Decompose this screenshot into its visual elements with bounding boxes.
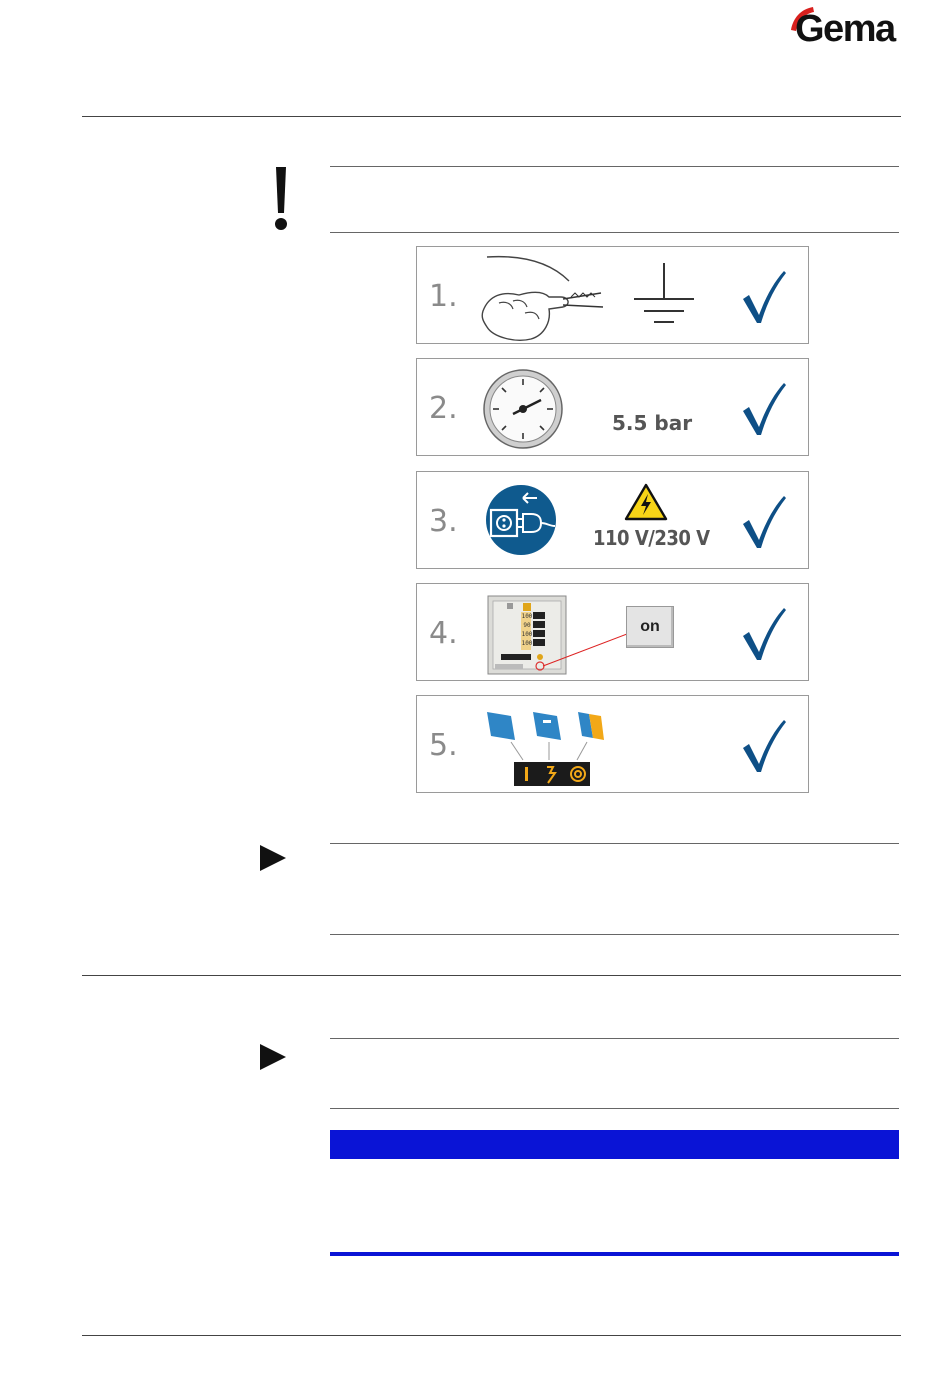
step-number: 2.	[429, 391, 458, 426]
footer-divider	[82, 1335, 901, 1336]
logo-text: Gema	[795, 8, 895, 50]
pressure-label: 5.5 bar	[612, 411, 693, 435]
step-number: 3.	[429, 504, 458, 539]
gema-logo	[787, 4, 903, 50]
checkmark-icon	[739, 269, 787, 325]
note-bottom-rule	[330, 232, 899, 233]
checkmark-icon	[739, 606, 787, 662]
note-header-bar	[330, 1130, 899, 1159]
step-number: 1.	[429, 279, 458, 314]
action-top-rule	[330, 843, 899, 844]
exclamation-icon	[270, 165, 292, 233]
power-plug-icon	[485, 484, 557, 556]
step-3-mains-power	[416, 471, 809, 569]
voltage-label: 110 V/230 V	[593, 526, 710, 550]
note-footer-line	[330, 1252, 899, 1256]
action-top-rule	[330, 1038, 899, 1039]
checkmark-icon	[739, 718, 787, 774]
panel-value: 100	[521, 613, 533, 620]
action-arrow-icon	[260, 1044, 286, 1070]
note-top-rule	[330, 166, 899, 167]
header-divider	[82, 116, 901, 117]
step-1-grounding	[416, 246, 809, 344]
ground-clamp-icon	[479, 251, 619, 343]
step-5-mode-selection	[416, 695, 809, 793]
panel-value: 100	[521, 631, 533, 638]
mode-keys-icon	[483, 706, 609, 786]
step-number: 5.	[429, 728, 458, 763]
on-button[interactable]: on	[626, 606, 674, 648]
ground-symbol-icon	[631, 261, 697, 327]
action-bottom-rule	[330, 1108, 899, 1109]
panel-value: 90	[523, 622, 531, 629]
high-voltage-warning-icon	[624, 483, 668, 521]
action-arrow-icon	[260, 845, 286, 871]
panel-value: 100	[521, 640, 533, 647]
checkmark-icon	[739, 494, 787, 550]
step-4-control-unit	[416, 583, 809, 681]
callout-line	[541, 630, 631, 670]
pressure-gauge-icon	[481, 368, 565, 450]
step-number: 4.	[429, 616, 458, 651]
step-2-air-pressure	[416, 358, 809, 456]
checkmark-icon	[739, 381, 787, 437]
action-bottom-rule	[330, 934, 899, 935]
section-divider	[82, 975, 901, 976]
